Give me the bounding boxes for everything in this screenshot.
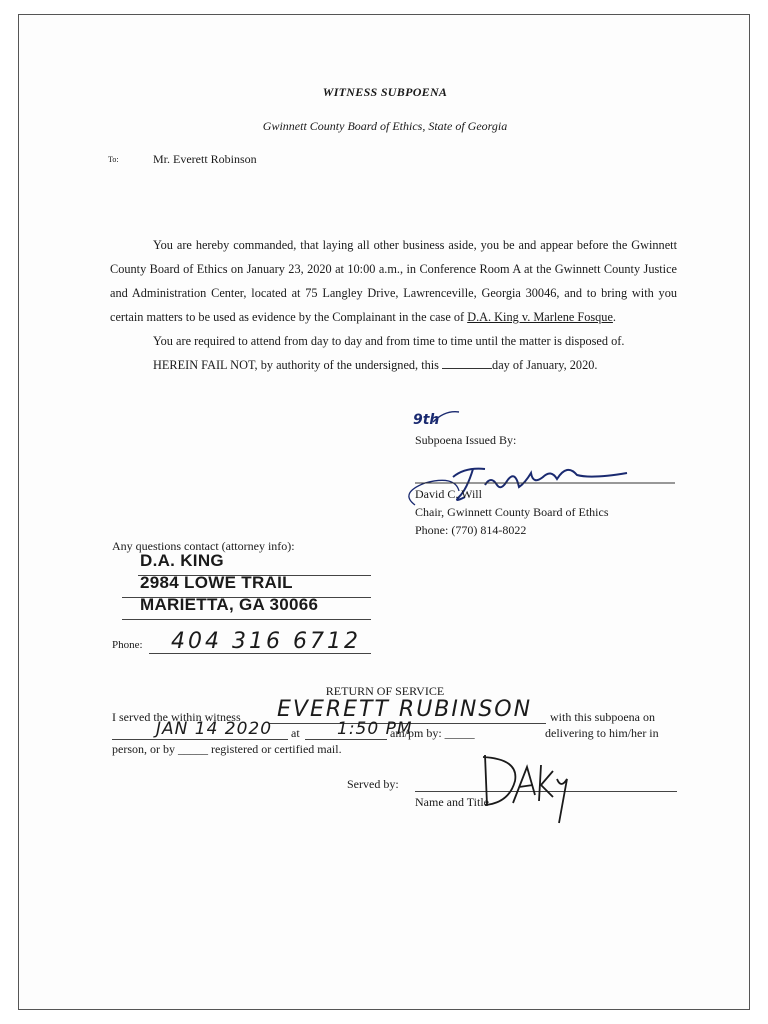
command-period: . (612, 310, 616, 324)
document-title: WITNESS SUBPOENA (322, 85, 448, 99)
fail-not-text: HEREIN FAIL NOT, by authority of the undersigned, this (153, 358, 439, 372)
subpoena-body (110, 233, 677, 377)
phone-line (149, 653, 371, 654)
contact-label: Any questions contact (attorney info): (112, 539, 295, 553)
handwritten-day (411, 408, 461, 432)
served-witness-label: I served the within witness (112, 710, 241, 724)
date-line (112, 739, 288, 740)
subpoena-page (18, 14, 750, 1010)
service-method-line: person, or by _____ registered or certified mail. (112, 742, 342, 756)
server-signature (449, 745, 579, 827)
attorney-city: MARIETTA, GA 30066 (140, 595, 319, 614)
time-line (305, 739, 387, 740)
issued-by-label: Subpoena Issued By: (415, 433, 517, 447)
fail-not-paragraph (110, 353, 677, 377)
contact-phone-value: 404 316 6712 (171, 629, 361, 654)
command-paragraph (110, 233, 677, 329)
issuer-phone: Phone: (770) 814-8022 (415, 523, 527, 537)
served-witness-name: EVERETT RUBINSON (277, 697, 533, 722)
service-time: 1:50 PM (337, 719, 413, 739)
contact-phone-label: Phone: (112, 639, 143, 651)
handwritten-day-text: 9th (413, 412, 440, 428)
to-label: To: (108, 155, 119, 164)
attorney-street: 2984 LOWE TRAIL (140, 573, 293, 592)
document-subtitle: Gwinnett County Board of Ethics, State of Georgia (262, 119, 508, 133)
ampm-label: am/pm by: _____ (390, 726, 475, 740)
delivering-label: delivering to him/her in (545, 726, 659, 740)
name-and-title-label: Name and Title (415, 795, 489, 809)
at-label: at (291, 726, 300, 740)
attendance-paragraph: You are required to attend from day to day and from time to time until the matter is disposed of. (153, 334, 625, 348)
issuer-name: David C. Will (415, 487, 482, 501)
served-by-label: Served by: (347, 777, 399, 791)
return-of-service-title: RETURN OF SERVICE (325, 684, 445, 698)
issuer-title: Chair, Gwinnett County Board of Ethics (415, 505, 609, 519)
day-blank (442, 354, 492, 369)
service-date: JAN 14 2020 (156, 719, 273, 739)
fail-not-end: day of January, 2020. (492, 358, 598, 372)
attorney-name: D.A. KING (140, 551, 224, 570)
contact-line-3 (122, 619, 371, 620)
command-text: You are hereby commanded, that laying all other business aside, you be and appear before the Gwinnett County Board of Ethics on January 23, 2020 at 10:00 a.m., in Conference Room A at the Gwinnett County Justice and Administration Center, located at 75 Langley Drive, Lawrenceville, Georgia 30046, and to bring with you certain matters to be used as evidence by the Complainant in the case of (110, 238, 677, 324)
served-witness-end: with this subpoena on (550, 710, 655, 724)
recipient-name: Mr. Everett Robinson (153, 152, 257, 166)
case-name: D.A. King v. Marlene Fosque (467, 310, 613, 324)
